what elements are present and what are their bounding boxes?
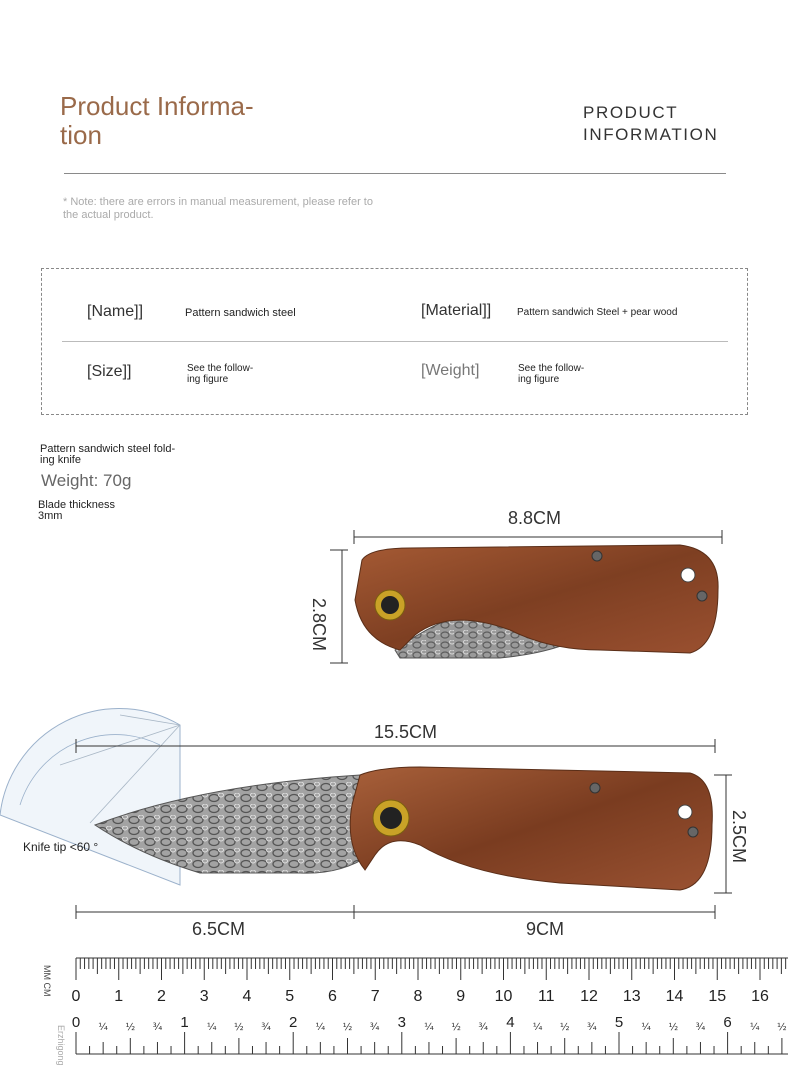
spec-name-label: [Name]] — [87, 303, 144, 320]
inch-fraction-label: ¾ — [586, 1022, 597, 1033]
inch-fraction-label: ¼ — [641, 1022, 652, 1033]
tip-angle-label: Knife tip <60 ° — [23, 840, 99, 854]
inch-fraction-label: ¼ — [424, 1022, 434, 1033]
dim-folded-height: 2.8CM — [309, 598, 329, 652]
spec-size-value — [187, 363, 253, 385]
cm-label: 13 — [622, 988, 641, 1005]
inch-fraction-label: ½ — [125, 1022, 136, 1033]
dim-open-length: 15.5CM — [374, 722, 438, 742]
cm-label: 0 — [71, 988, 81, 1005]
inch-fraction-label: ¼ — [206, 1022, 217, 1033]
product-caption — [40, 444, 175, 466]
note-line1: * Note: there are errors in manual measurement, please refer to — [63, 196, 373, 208]
inch-label: 6 — [723, 1014, 732, 1031]
blade-thickness — [38, 500, 115, 522]
dim-folded-length: 8.8CM — [508, 508, 562, 528]
inch-fraction-label: ¾ — [261, 1022, 271, 1033]
cm-label: 12 — [580, 988, 598, 1005]
cm-label: 16 — [751, 988, 769, 1005]
open-screw-top — [590, 783, 600, 793]
spec-divider — [62, 341, 728, 342]
spec-material-value: Pattern sandwich Steel + pear wood — [517, 307, 678, 318]
cm-label: 4 — [242, 988, 252, 1005]
folded-handle — [355, 545, 718, 653]
inch-fraction-label: ½ — [234, 1022, 244, 1033]
inch-fraction-label: ½ — [342, 1022, 353, 1033]
dim-blade-length: 6.5CM — [192, 919, 246, 939]
cm-label: 1 — [114, 988, 124, 1005]
cm-label: 7 — [370, 988, 380, 1005]
cm-label: 5 — [285, 988, 295, 1005]
subtitle-line2: INFORMATION — [583, 125, 719, 144]
cm-label: 14 — [665, 988, 684, 1005]
subtitle-line1: PRODUCT — [583, 103, 679, 122]
inch-ruler — [72, 1014, 788, 1054]
protractor — [0, 708, 180, 885]
spec-size-value-line1: See the follow- — [187, 363, 254, 374]
inch-label: 4 — [506, 1014, 515, 1031]
open-screw-rear — [688, 827, 698, 837]
cm-label: 6 — [328, 988, 337, 1005]
cm-label: 2 — [157, 988, 166, 1005]
spec-weight-value-line2: ing figure — [518, 374, 560, 385]
inch-label: 5 — [614, 1014, 624, 1031]
product-caption-line1: Pattern sandwich steel fold- — [40, 443, 176, 455]
page-title — [60, 92, 320, 150]
spec-weight-value-line1: See the follow- — [518, 363, 585, 374]
cm-label: 10 — [494, 988, 513, 1005]
ruler-unit-label: MM CM — [42, 965, 52, 997]
inch-fraction-label: ¾ — [152, 1022, 163, 1033]
blade-thickness-line2: 3mm — [38, 510, 63, 522]
inch-fraction-label: ¼ — [749, 1022, 760, 1033]
inch-label: 0 — [71, 1014, 81, 1031]
cm-label: 8 — [413, 988, 423, 1005]
folded-screw-rear — [697, 591, 707, 601]
spec-weight-value — [518, 363, 584, 385]
header-divider — [64, 173, 726, 174]
inch-fraction-label: ¼ — [532, 1022, 543, 1033]
inch-fraction-label: ½ — [451, 1022, 461, 1033]
spec-size-value-line2: ing figure — [187, 374, 229, 385]
inch-fraction-label: ¾ — [478, 1022, 489, 1033]
cm-label: 15 — [708, 988, 727, 1005]
cm-label: 3 — [199, 988, 209, 1005]
inch-fraction-label: ½ — [668, 1022, 679, 1033]
blade-thickness-line1: Blade thickness — [38, 499, 116, 511]
inch-fraction-label: ¾ — [695, 1022, 706, 1033]
inch-label: 2 — [289, 1014, 298, 1031]
inch-label: 3 — [397, 1014, 406, 1031]
folded-lanyard-hole — [681, 568, 695, 582]
page-title-line1: Product Informa- — [60, 91, 254, 121]
ruler — [0, 950, 790, 1080]
inch-fraction-label: ¾ — [369, 1022, 380, 1033]
page-title-line2: tion — [60, 120, 102, 150]
inch-fraction-label: ¼ — [98, 1022, 109, 1033]
spec-material-label: [Material]] — [421, 302, 492, 319]
cm-label: 11 — [537, 988, 555, 1005]
spec-size-label: [Size]] — [87, 363, 132, 380]
inch-fraction-label: ½ — [777, 1022, 787, 1033]
cm-label: 9 — [456, 988, 466, 1005]
product-weight: Weight: 70g — [41, 471, 132, 490]
folded-screw-top — [592, 551, 602, 561]
inch-label: 1 — [180, 1014, 189, 1031]
inch-fraction-label: ¼ — [315, 1022, 326, 1033]
measurement-note — [63, 196, 423, 221]
open-lanyard-hole — [678, 805, 692, 819]
inch-fraction-label: ½ — [559, 1022, 570, 1033]
note-line2: the actual product. — [63, 208, 154, 221]
cm-ruler — [72, 958, 788, 1005]
dim-handle-height: 2.5CM — [729, 810, 749, 864]
page-subtitle — [583, 102, 718, 146]
spec-weight-label: [Weight] — [421, 362, 480, 379]
product-caption-line2: ing knife — [40, 454, 81, 466]
spec-name-value: Pattern sandwich steel — [185, 307, 296, 319]
dim-handle-length: 9CM — [526, 919, 565, 939]
ruler-watermark: Erzhigong — [56, 1025, 66, 1066]
